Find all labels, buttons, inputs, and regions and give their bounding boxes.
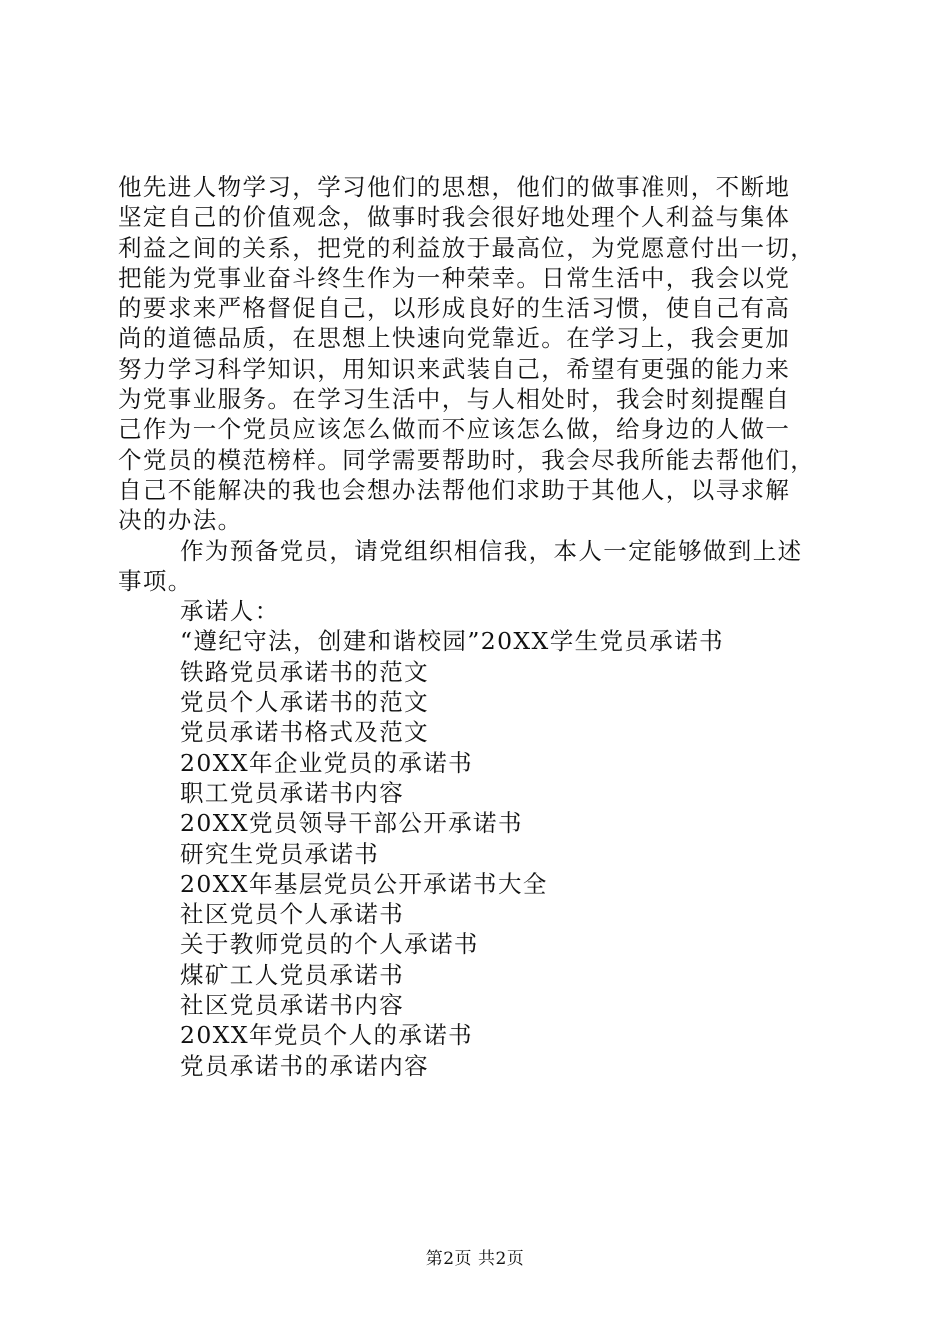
paragraph-2 bbox=[118, 536, 838, 597]
related-title-item: 20XX党员领导干部公开承诺书 bbox=[180, 809, 523, 838]
related-title-item: 20XX年企业党员的承诺书 bbox=[180, 748, 474, 777]
related-title-item: 研究生党员承诺书 bbox=[180, 839, 380, 868]
signature-label: 承诺人： bbox=[180, 597, 280, 626]
text-line: 坚定自己的价值观念，做事时我会很好地处理个人利益与集体 bbox=[118, 203, 791, 232]
text-line: 个党员的模范榜样。同学需要帮助时，我会尽我所能去帮他们， bbox=[118, 445, 816, 474]
related-title-item: 党员承诺书的承诺内容 bbox=[180, 1051, 429, 1080]
related-title-item: 关于教师党员的个人承诺书 bbox=[180, 930, 479, 959]
related-titles-list bbox=[118, 626, 838, 1080]
related-title-item: 社区党员个人承诺书 bbox=[180, 900, 405, 929]
paragraph-1 bbox=[118, 172, 838, 536]
text-line: 利益之间的关系，把党的利益放于最高位，为党愿意付出一切， bbox=[118, 233, 816, 262]
related-title-item: 20XX年基层党员公开承诺书大全 bbox=[180, 869, 548, 898]
text-line: 把能为党事业奋斗终生作为一种荣幸。日常生活中，我会以党 bbox=[118, 263, 791, 292]
related-title-item: 党员个人承诺书的范文 bbox=[180, 688, 429, 717]
related-title-item: 党员承诺书格式及范文 bbox=[180, 718, 429, 747]
related-title-item: 社区党员承诺书内容 bbox=[180, 991, 405, 1020]
text-line: 的要求来严格督促自己，以形成良好的生活习惯，使自己有高 bbox=[118, 294, 791, 323]
text-line: 己作为一个党员应该怎么做而不应该怎么做，给身边的人做一 bbox=[118, 415, 791, 444]
page-footer: 第2页 共2页 bbox=[425, 1249, 525, 1269]
related-title-item: 20XX年党员个人的承诺书 bbox=[180, 1021, 474, 1050]
text-line: 决的办法。 bbox=[118, 506, 243, 535]
document-body bbox=[118, 172, 838, 1081]
text-line: 他先进人物学习，学习他们的思想，他们的做事准则，不断地 bbox=[118, 173, 791, 201]
text-line: 作为预备党员，请党组织相信我，本人一定能够做到上述 bbox=[180, 536, 803, 565]
related-title-item: 煤矿工人党员承诺书 bbox=[180, 960, 405, 989]
text-line: 自己不能解决的我也会想办法帮他们求助于其他人，以寻求解 bbox=[118, 475, 791, 504]
related-title-item: “遵纪守法，创建和谐校园”20XX学生党员承诺书 bbox=[180, 627, 724, 656]
text-line: 努力学习科学知识，用知识来武装自己，希望有更强的能力来 bbox=[118, 354, 791, 383]
related-title-item: 职工党员承诺书内容 bbox=[180, 778, 405, 807]
text-line: 事项。 bbox=[118, 566, 193, 595]
related-title-item: 铁路党员承诺书的范文 bbox=[180, 657, 429, 686]
text-line: 尚的道德品质，在思想上快速向党靠近。在学习上，我会更加 bbox=[118, 324, 791, 353]
text-line: 为党事业服务。在学习生活中，与人相处时，我会时刻提醒自 bbox=[118, 385, 791, 414]
